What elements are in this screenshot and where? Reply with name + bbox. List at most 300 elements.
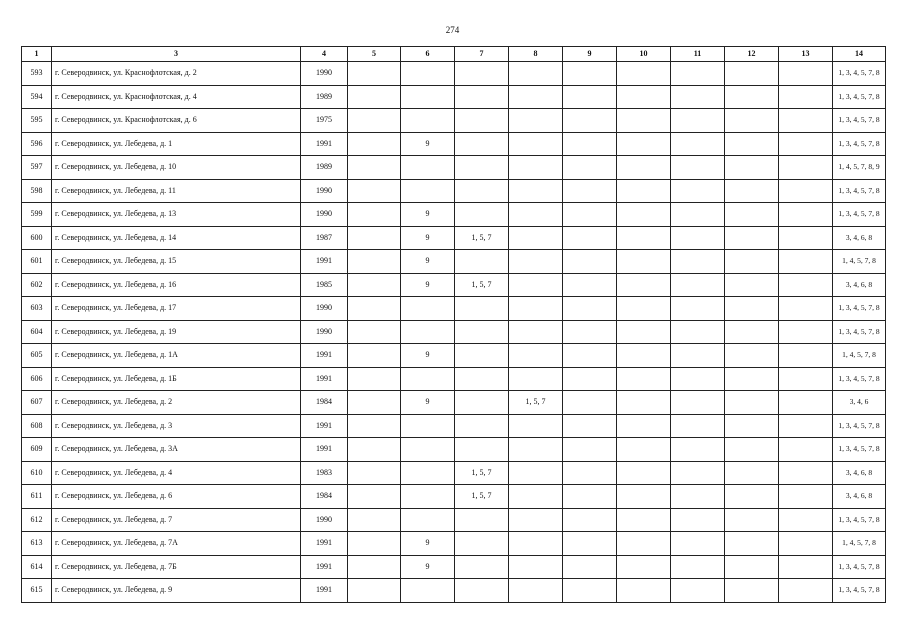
col12-cell [725, 62, 779, 86]
col12-cell [725, 579, 779, 603]
col5-cell [348, 226, 401, 250]
year-cell: 1984 [301, 391, 348, 415]
address-cell: г. Северодвинск, ул. Лебедева, д. 11 [52, 179, 301, 203]
col12-cell [725, 485, 779, 509]
col13-cell [779, 414, 833, 438]
col10-cell [617, 414, 671, 438]
col8-cell [509, 297, 563, 321]
year-cell: 1990 [301, 508, 348, 532]
col7-cell: 1, 5, 7 [455, 461, 509, 485]
col10-cell [617, 438, 671, 462]
column-header: 3 [52, 47, 301, 62]
col12-cell [725, 156, 779, 180]
year-cell: 1990 [301, 320, 348, 344]
col10-cell [617, 461, 671, 485]
col7-cell [455, 579, 509, 603]
col7-cell [455, 438, 509, 462]
col8-cell [509, 156, 563, 180]
col6-cell [401, 508, 455, 532]
col11-cell [671, 320, 725, 344]
col6-cell [401, 109, 455, 133]
col13-cell [779, 297, 833, 321]
col11-cell [671, 461, 725, 485]
row-number-cell: 593 [22, 62, 52, 86]
col6-cell [401, 485, 455, 509]
address-cell: г. Северодвинск, ул. Лебедева, д. 9 [52, 579, 301, 603]
col11-cell [671, 132, 725, 156]
col5-cell [348, 297, 401, 321]
col10-cell [617, 297, 671, 321]
col8-cell [509, 438, 563, 462]
col7-cell [455, 85, 509, 109]
year-cell: 1990 [301, 179, 348, 203]
housing-register-table [21, 46, 886, 603]
col5-cell [348, 156, 401, 180]
col8-cell [509, 132, 563, 156]
year-cell: 1984 [301, 485, 348, 509]
col12-cell [725, 226, 779, 250]
row-number-cell: 603 [22, 297, 52, 321]
col13-cell [779, 555, 833, 579]
col11-cell [671, 438, 725, 462]
address-cell: г. Северодвинск, ул. Лебедева, д. 2 [52, 391, 301, 415]
address-cell: г. Северодвинск, ул. Лебедева, д. 7А [52, 532, 301, 556]
column-header: 10 [617, 47, 671, 62]
col13-cell [779, 109, 833, 133]
col6-cell [401, 297, 455, 321]
address-cell: г. Северодвинск, ул. Лебедева, д. 7Б [52, 555, 301, 579]
col5-cell [348, 414, 401, 438]
col10-cell [617, 320, 671, 344]
table-row [22, 461, 886, 485]
col6-cell [401, 156, 455, 180]
col9-cell [563, 344, 617, 368]
year-cell: 1991 [301, 414, 348, 438]
col10-cell [617, 555, 671, 579]
col12-cell [725, 250, 779, 274]
col6-cell [401, 179, 455, 203]
address-cell: г. Северодвинск, ул. Краснофлотская, д. 6 [52, 109, 301, 133]
row-number-cell: 615 [22, 579, 52, 603]
year-cell: 1987 [301, 226, 348, 250]
col6-cell [401, 438, 455, 462]
year-cell: 1975 [301, 109, 348, 133]
col6-cell: 9 [401, 555, 455, 579]
col14-cell: 3, 4, 6, 8 [833, 485, 886, 509]
address-cell: г. Северодвинск, ул. Краснофлотская, д. 2 [52, 62, 301, 86]
col5-cell [348, 273, 401, 297]
year-cell: 1991 [301, 132, 348, 156]
col11-cell [671, 555, 725, 579]
table-row [22, 344, 886, 368]
col13-cell [779, 273, 833, 297]
row-number-cell: 597 [22, 156, 52, 180]
col14-cell: 1, 3, 4, 5, 7, 8 [833, 555, 886, 579]
col13-cell [779, 485, 833, 509]
row-number-cell: 607 [22, 391, 52, 415]
col9-cell [563, 273, 617, 297]
year-cell: 1991 [301, 344, 348, 368]
row-number-cell: 614 [22, 555, 52, 579]
col5-cell [348, 508, 401, 532]
col14-cell: 1, 3, 4, 5, 7, 8 [833, 414, 886, 438]
address-cell: г. Северодвинск, ул. Лебедева, д. 4 [52, 461, 301, 485]
col10-cell [617, 367, 671, 391]
col5-cell [348, 367, 401, 391]
address-cell: г. Северодвинск, ул. Лебедева, д. 1 [52, 132, 301, 156]
col7-cell [455, 132, 509, 156]
col9-cell [563, 132, 617, 156]
col12-cell [725, 109, 779, 133]
col6-cell [401, 579, 455, 603]
col6-cell [401, 320, 455, 344]
col11-cell [671, 391, 725, 415]
col7-cell [455, 109, 509, 133]
col13-cell [779, 226, 833, 250]
col12-cell [725, 203, 779, 227]
col14-cell: 1, 4, 5, 7, 8 [833, 532, 886, 556]
col9-cell [563, 367, 617, 391]
table-row [22, 226, 886, 250]
row-number-cell: 609 [22, 438, 52, 462]
table-row [22, 109, 886, 133]
col9-cell [563, 109, 617, 133]
year-cell: 1989 [301, 156, 348, 180]
col12-cell [725, 391, 779, 415]
col14-cell: 3, 4, 6, 8 [833, 461, 886, 485]
col5-cell [348, 179, 401, 203]
table-row [22, 555, 886, 579]
col11-cell [671, 532, 725, 556]
row-number-cell: 604 [22, 320, 52, 344]
col14-cell: 1, 3, 4, 5, 7, 8 [833, 132, 886, 156]
column-header: 4 [301, 47, 348, 62]
col7-cell [455, 414, 509, 438]
col12-cell [725, 132, 779, 156]
col9-cell [563, 391, 617, 415]
year-cell: 1991 [301, 579, 348, 603]
col9-cell [563, 532, 617, 556]
col10-cell [617, 109, 671, 133]
col10-cell [617, 344, 671, 368]
col8-cell [509, 344, 563, 368]
col11-cell [671, 344, 725, 368]
col12-cell [725, 461, 779, 485]
col7-cell [455, 532, 509, 556]
address-cell: г. Северодвинск, ул. Лебедева, д. 6 [52, 485, 301, 509]
row-number-cell: 598 [22, 179, 52, 203]
year-cell: 1990 [301, 62, 348, 86]
table-row [22, 132, 886, 156]
col8-cell [509, 485, 563, 509]
col14-cell: 3, 4, 6 [833, 391, 886, 415]
table-row [22, 438, 886, 462]
year-cell: 1991 [301, 555, 348, 579]
col13-cell [779, 203, 833, 227]
col13-cell [779, 391, 833, 415]
col10-cell [617, 391, 671, 415]
col10-cell [617, 62, 671, 86]
column-header: 7 [455, 47, 509, 62]
header-row [22, 47, 886, 62]
col13-cell [779, 85, 833, 109]
col8-cell [509, 203, 563, 227]
row-number-cell: 608 [22, 414, 52, 438]
col6-cell: 9 [401, 203, 455, 227]
column-header: 8 [509, 47, 563, 62]
table-row [22, 532, 886, 556]
col12-cell [725, 273, 779, 297]
col8-cell [509, 250, 563, 274]
col8-cell [509, 226, 563, 250]
col5-cell [348, 85, 401, 109]
column-header: 5 [348, 47, 401, 62]
col14-cell: 1, 3, 4, 5, 7, 8 [833, 508, 886, 532]
address-cell: г. Северодвинск, ул. Лебедева, д. 1А [52, 344, 301, 368]
address-cell: г. Северодвинск, ул. Лебедева, д. 15 [52, 250, 301, 274]
col6-cell: 9 [401, 250, 455, 274]
year-cell: 1983 [301, 461, 348, 485]
col7-cell [455, 179, 509, 203]
table-row [22, 367, 886, 391]
col10-cell [617, 273, 671, 297]
col12-cell [725, 344, 779, 368]
address-cell: г. Северодвинск, ул. Лебедева, д. 17 [52, 297, 301, 321]
row-number-cell: 605 [22, 344, 52, 368]
col13-cell [779, 367, 833, 391]
row-number-cell: 606 [22, 367, 52, 391]
col8-cell [509, 508, 563, 532]
col12-cell [725, 532, 779, 556]
col5-cell [348, 203, 401, 227]
col5-cell [348, 555, 401, 579]
col12-cell [725, 438, 779, 462]
col9-cell [563, 320, 617, 344]
col11-cell [671, 203, 725, 227]
col9-cell [563, 226, 617, 250]
col11-cell [671, 250, 725, 274]
col5-cell [348, 579, 401, 603]
col8-cell [509, 62, 563, 86]
col14-cell: 1, 3, 4, 5, 7, 8 [833, 438, 886, 462]
col11-cell [671, 297, 725, 321]
col9-cell [563, 179, 617, 203]
address-cell: г. Северодвинск, ул. Краснофлотская, д. 4 [52, 85, 301, 109]
col9-cell [563, 250, 617, 274]
table-row [22, 485, 886, 509]
col14-cell: 1, 3, 4, 5, 7, 8 [833, 579, 886, 603]
col7-cell [455, 320, 509, 344]
col8-cell [509, 109, 563, 133]
col10-cell [617, 132, 671, 156]
table-header [22, 47, 886, 62]
col10-cell [617, 203, 671, 227]
col13-cell [779, 62, 833, 86]
table-row [22, 156, 886, 180]
col14-cell: 1, 3, 4, 5, 7, 8 [833, 367, 886, 391]
col8-cell [509, 273, 563, 297]
col8-cell [509, 555, 563, 579]
col7-cell [455, 391, 509, 415]
col7-cell: 1, 5, 7 [455, 485, 509, 509]
col5-cell [348, 62, 401, 86]
col12-cell [725, 179, 779, 203]
table-row [22, 508, 886, 532]
col7-cell: 1, 5, 7 [455, 226, 509, 250]
table-row [22, 391, 886, 415]
col14-cell: 1, 3, 4, 5, 7, 8 [833, 320, 886, 344]
column-header: 11 [671, 47, 725, 62]
col9-cell [563, 156, 617, 180]
col14-cell: 1, 4, 5, 7, 8 [833, 250, 886, 274]
col12-cell [725, 555, 779, 579]
col5-cell [348, 438, 401, 462]
address-cell: г. Северодвинск, ул. Лебедева, д. 3 [52, 414, 301, 438]
col7-cell [455, 250, 509, 274]
address-cell: г. Северодвинск, ул. Лебедева, д. 14 [52, 226, 301, 250]
col9-cell [563, 85, 617, 109]
col10-cell [617, 250, 671, 274]
year-cell: 1991 [301, 367, 348, 391]
col11-cell [671, 156, 725, 180]
col12-cell [725, 85, 779, 109]
table-row [22, 320, 886, 344]
table-row [22, 62, 886, 86]
col9-cell [563, 461, 617, 485]
table-body [22, 62, 886, 603]
col14-cell: 1, 3, 4, 5, 7, 8 [833, 85, 886, 109]
col14-cell: 1, 3, 4, 5, 7, 8 [833, 297, 886, 321]
col8-cell [509, 532, 563, 556]
col9-cell [563, 555, 617, 579]
col11-cell [671, 226, 725, 250]
col14-cell: 1, 4, 5, 7, 8 [833, 344, 886, 368]
column-header: 9 [563, 47, 617, 62]
column-header: 13 [779, 47, 833, 62]
col6-cell [401, 85, 455, 109]
col11-cell [671, 414, 725, 438]
year-cell: 1991 [301, 250, 348, 274]
col7-cell [455, 156, 509, 180]
table-row [22, 579, 886, 603]
col5-cell [348, 485, 401, 509]
col6-cell [401, 367, 455, 391]
col13-cell [779, 320, 833, 344]
col14-cell: 1, 3, 4, 5, 7, 8 [833, 179, 886, 203]
col10-cell [617, 508, 671, 532]
row-number-cell: 613 [22, 532, 52, 556]
row-number-cell: 601 [22, 250, 52, 274]
col7-cell [455, 344, 509, 368]
col7-cell [455, 508, 509, 532]
table-row [22, 85, 886, 109]
col14-cell: 1, 3, 4, 5, 7, 8 [833, 62, 886, 86]
col10-cell [617, 485, 671, 509]
col12-cell [725, 414, 779, 438]
col9-cell [563, 485, 617, 509]
col8-cell [509, 320, 563, 344]
col7-cell [455, 367, 509, 391]
row-number-cell: 595 [22, 109, 52, 133]
address-cell: г. Северодвинск, ул. Лебедева, д. 10 [52, 156, 301, 180]
col7-cell [455, 62, 509, 86]
col13-cell [779, 156, 833, 180]
col5-cell [348, 109, 401, 133]
col13-cell [779, 461, 833, 485]
col6-cell [401, 414, 455, 438]
col11-cell [671, 579, 725, 603]
col12-cell [725, 367, 779, 391]
address-cell: г. Северодвинск, ул. Лебедева, д. 7 [52, 508, 301, 532]
col13-cell [779, 132, 833, 156]
col8-cell [509, 367, 563, 391]
col12-cell [725, 297, 779, 321]
year-cell: 1989 [301, 85, 348, 109]
col11-cell [671, 109, 725, 133]
table-row [22, 297, 886, 321]
col10-cell [617, 579, 671, 603]
row-number-cell: 610 [22, 461, 52, 485]
column-header: 14 [833, 47, 886, 62]
col14-cell: 1, 3, 4, 5, 7, 8 [833, 109, 886, 133]
col7-cell: 1, 5, 7 [455, 273, 509, 297]
row-number-cell: 611 [22, 485, 52, 509]
col7-cell [455, 555, 509, 579]
address-cell: г. Северодвинск, ул. Лебедева, д. 19 [52, 320, 301, 344]
row-number-cell: 599 [22, 203, 52, 227]
row-number-cell: 602 [22, 273, 52, 297]
address-cell: г. Северодвинск, ул. Лебедева, д. 3А [52, 438, 301, 462]
col8-cell: 1, 5, 7 [509, 391, 563, 415]
col14-cell: 1, 3, 4, 5, 7, 8 [833, 203, 886, 227]
col13-cell [779, 579, 833, 603]
year-cell: 1985 [301, 273, 348, 297]
col14-cell: 1, 4, 5, 7, 8, 9 [833, 156, 886, 180]
col13-cell [779, 532, 833, 556]
col13-cell [779, 179, 833, 203]
col13-cell [779, 508, 833, 532]
col12-cell [725, 320, 779, 344]
col9-cell [563, 508, 617, 532]
table-row [22, 414, 886, 438]
col11-cell [671, 179, 725, 203]
col6-cell: 9 [401, 273, 455, 297]
col8-cell [509, 461, 563, 485]
col5-cell [348, 344, 401, 368]
col6-cell: 9 [401, 344, 455, 368]
column-header: 1 [22, 47, 52, 62]
col9-cell [563, 414, 617, 438]
col9-cell [563, 62, 617, 86]
col5-cell [348, 320, 401, 344]
col11-cell [671, 367, 725, 391]
column-header: 12 [725, 47, 779, 62]
col12-cell [725, 508, 779, 532]
col7-cell [455, 203, 509, 227]
table-row [22, 203, 886, 227]
col11-cell [671, 508, 725, 532]
table-row [22, 273, 886, 297]
col5-cell [348, 250, 401, 274]
col8-cell [509, 179, 563, 203]
col10-cell [617, 156, 671, 180]
year-cell: 1990 [301, 297, 348, 321]
col11-cell [671, 85, 725, 109]
col6-cell [401, 461, 455, 485]
table-row [22, 250, 886, 274]
address-cell: г. Северодвинск, ул. Лебедева, д. 13 [52, 203, 301, 227]
row-number-cell: 594 [22, 85, 52, 109]
